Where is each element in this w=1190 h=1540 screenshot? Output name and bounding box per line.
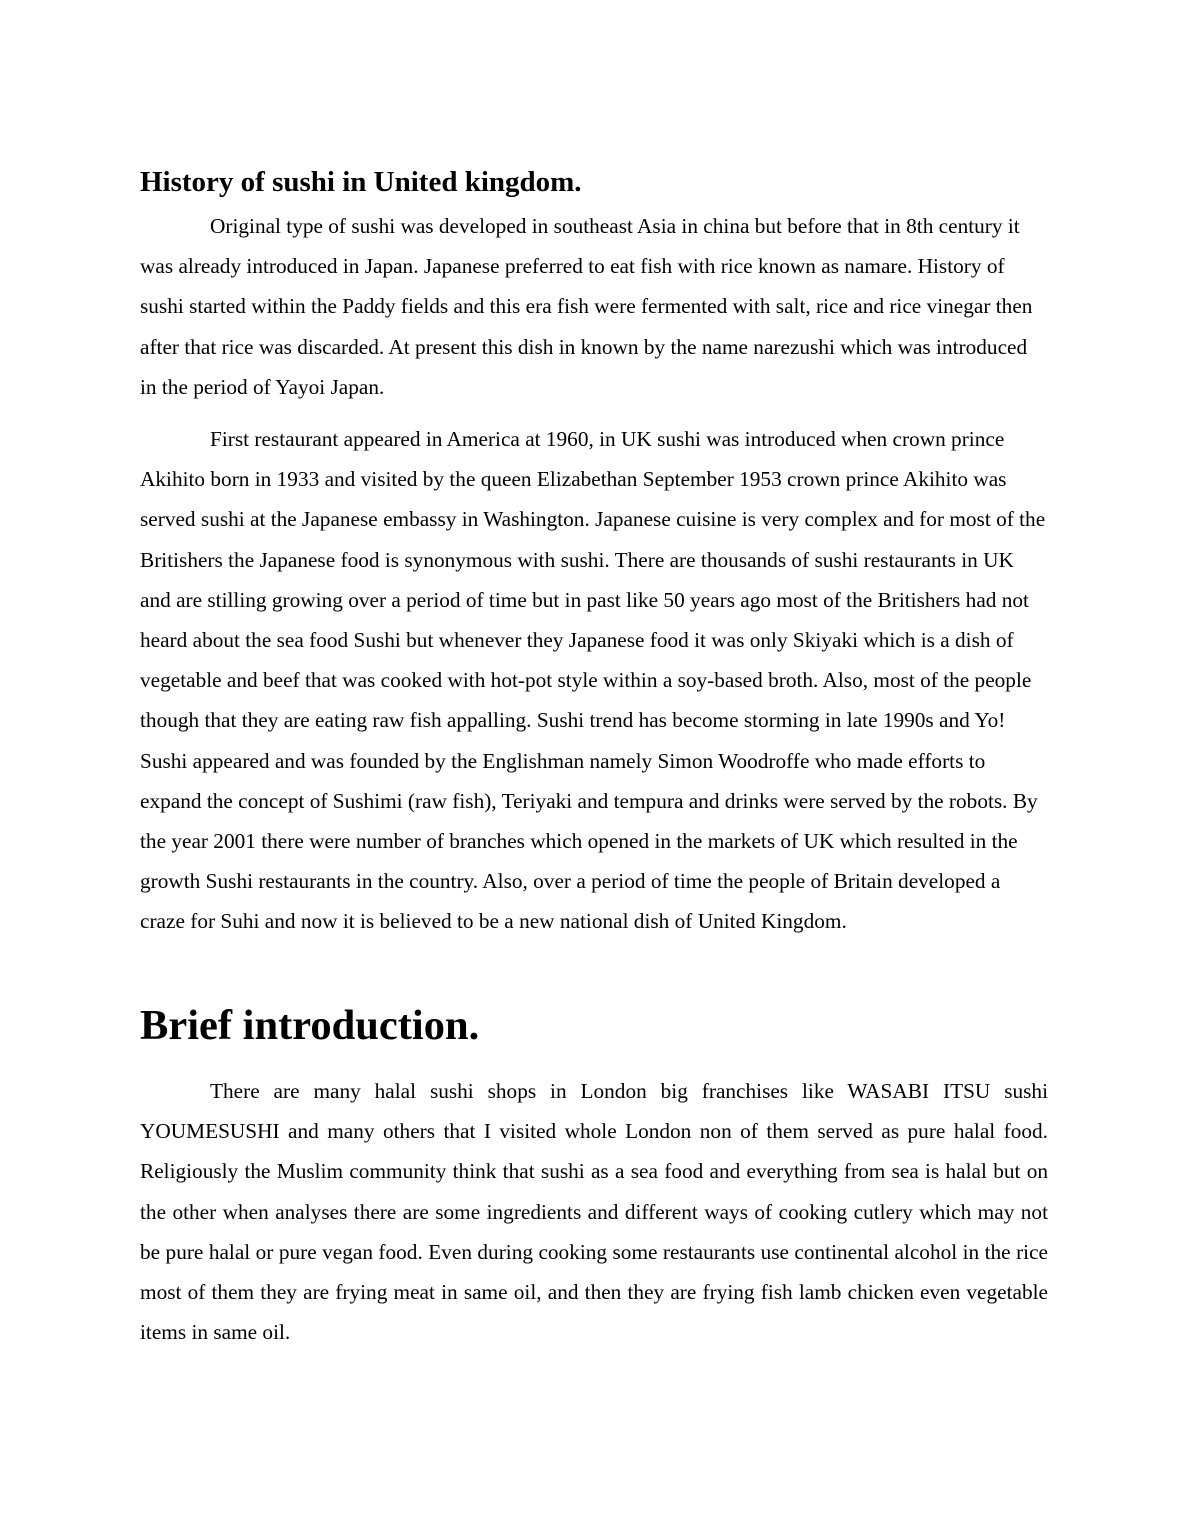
paragraph-halal-sushi: There are many halal sushi shops in London big franchises like WASABI ITSU sushi YOUMESUSHI and many others that I visited whole London non of them served as pure halal food. Religiously the Muslim community think that sushi as a sea food and everything from sea is halal but on the other when analyses there are some ingredients and different ways of cooking cutlery which may not be pure halal or pure vegan food. Even during cooking some restaurants use continental alcohol in the rice most of them they are frying meat in same oil, and then they are frying fish lamb chicken even vegetable items in same oil. <box>140 1079 1048 1345</box>
section-heading-brief-introduction: Brief introduction. <box>140 1002 480 1049</box>
paragraph-origin-of-sushi: Original type of sushi was developed in southeast Asia in china but before that in 8th century it was already introduced in Japan. Japanese preferred to eat fish with rice known as namare. History of sushi started within the Paddy fields and this era fish were fermented with salt, rice and rice vinegar then after that rice was discarded. At present this dish in known by the name narezushi which was introduced in the period of Yayoi Japan. <box>140 214 1033 399</box>
paragraph-sushi-in-uk: First restaurant appeared in America at 1960, in UK sushi was introduced when crown prince Akihito born in 1933 and visited by the queen Elizabethan September 1953 crown prince Akihito was served sushi at the Japanese embassy in Washington. Japanese cuisine is very complex and for most of the Britishers the Japanese food is synonymous with sushi. There are thousands of sushi restaurants in UK and are stilling growing over a period of time but in past like 50 years ago most of the Britishers had not heard about the sea food Sushi but whenever they Japanese food it was only Skiyaki which is a dish of vegetable and beef that was cooked with hot-pot style within a soy-based broth. Also, most of the people though that they are eating raw fish appalling. Sushi trend has become storming in late 1990s and Yo! Sushi appeared and was founded by the Englishman namely Simon Woodroffe who made efforts to expand the concept of Sushimi (raw fish), Teriyaki and tempura and drinks were served by the robots. By the year 2001 there were number of branches which opened in the markets of UK which resulted in the growth Sushi restaurants in the country. Also, over a period of time the people of Britain developed a craze for Suhi and now it is believed to be a new national dish of United Kingdom. <box>140 427 1046 934</box>
section-heading-history: History of sushi in United kingdom. <box>140 166 582 198</box>
